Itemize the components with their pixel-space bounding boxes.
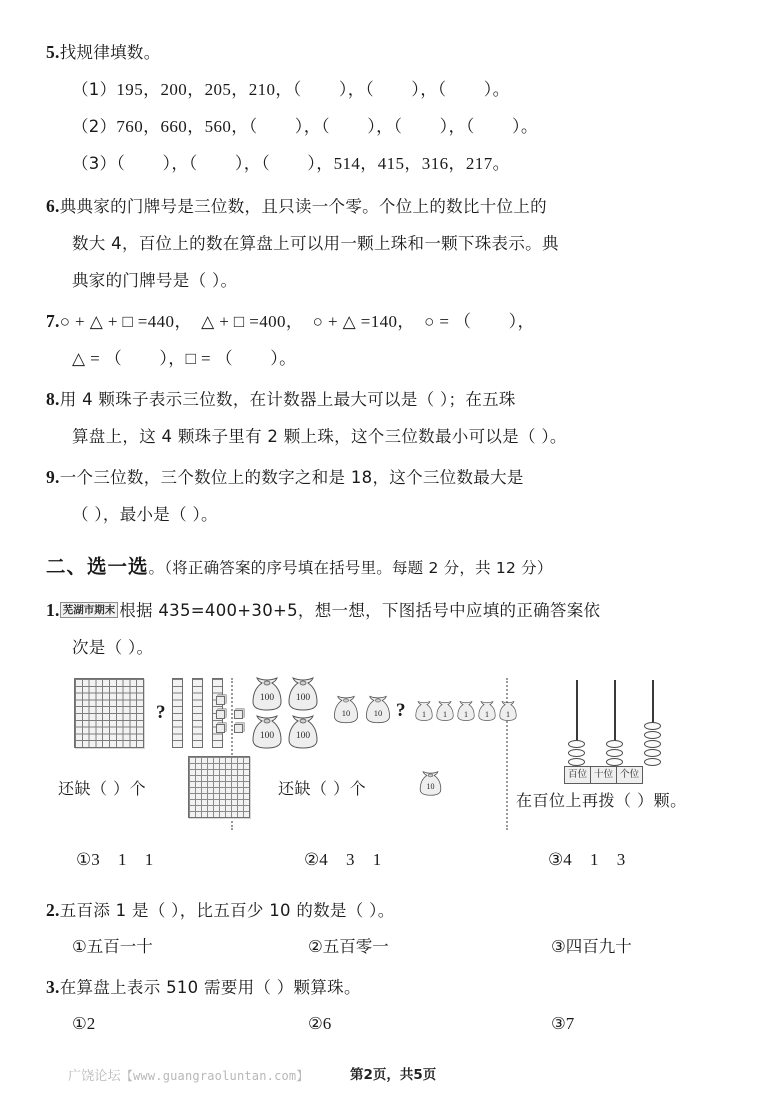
- q2-option-1-text: 五百一十: [86, 937, 153, 956]
- counter-place-labels: [564, 766, 643, 784]
- question-5-line-1-text: 195，200，205，210，（ ），（ ），（ ）。: [116, 80, 511, 99]
- counter-bead-hundreds: [568, 740, 585, 748]
- option-2[interactable]: [304, 850, 388, 870]
- hundred-flat-icon-answer: [188, 756, 250, 818]
- money-bag-100-label: 100: [295, 731, 311, 741]
- q2-option-2[interactable]: [308, 929, 389, 965]
- panel-3-caption: 在百位上再拨（ ）颗。: [516, 791, 687, 810]
- money-bag-100-icon: [250, 714, 284, 750]
- question-7-line-2: △ = （ ），□ = （ ）。: [72, 349, 297, 368]
- money-bag-10-icon: [332, 694, 360, 725]
- unit-cube-icon: [234, 710, 243, 719]
- question-6-line-3: 典家的门牌号是（ ）。: [72, 271, 238, 290]
- question-8-line-2-row: [46, 418, 740, 455]
- choice-question-3: [46, 969, 740, 1006]
- unit-cube-icon: [216, 724, 225, 733]
- question-9-line-2-row: [46, 496, 740, 533]
- choice-question-3-options: [46, 1006, 740, 1042]
- question-5-stem: 找规律填数。: [59, 43, 161, 62]
- question-5-line-1-label: （1）: [72, 80, 117, 99]
- panel-1-caption: 还缺（ ）个: [58, 779, 147, 798]
- counter-post-tens: [614, 680, 616, 746]
- q2-option-1-marker: ①: [72, 937, 87, 956]
- option-2-digits: 4 3 1: [319, 850, 389, 869]
- section-two-period: 。: [148, 559, 165, 577]
- question-8: [46, 381, 740, 418]
- counter-bead-hundreds: [568, 749, 585, 757]
- option-1[interactable]: [76, 850, 160, 870]
- money-bag-100-label: 100: [295, 693, 311, 703]
- counter-icon: [562, 680, 682, 784]
- question-6: [46, 188, 740, 225]
- unit-cube-icon: [216, 710, 225, 719]
- q3-option-2[interactable]: [308, 1006, 332, 1042]
- question-mark-1: ?: [156, 702, 166, 723]
- money-bag-100-label: 100: [259, 731, 275, 741]
- question-5-line-3: [46, 145, 740, 182]
- choice-question-1-stem-line-1: 根据 435=400+30+5，想一想，下图括号中应填的正确答案依: [119, 601, 601, 620]
- question-8-line-2: 算盘上，这 4 颗珠子里有 2 颗上珠，这个三位数最小可以是（ ）。: [72, 427, 567, 446]
- counter-bead-tens: [606, 758, 623, 766]
- choice-question-2: [46, 892, 740, 929]
- q3-option-1-marker: ①: [72, 1014, 87, 1033]
- money-bag-1-label: 1: [422, 710, 426, 719]
- panel-2-caption: 还缺（ ）个: [278, 779, 367, 798]
- counter-bead-tens: [606, 740, 623, 748]
- counter-bead-ones: [644, 749, 661, 757]
- place-label-ones: 个位: [620, 769, 640, 780]
- question-9-line-2: （ ），最小是（ ）。: [72, 505, 218, 524]
- money-bag-100-label: 100: [259, 693, 275, 703]
- counter-bead-ones: [644, 731, 661, 739]
- question-6-line-1: 典典家的门牌号是三位数，且只读一个零。个位上的数比十位上的: [59, 197, 547, 216]
- choice-question-2-number: 2.: [46, 900, 60, 920]
- option-1-marker: ①: [76, 850, 92, 870]
- option-1-digits: 3 1 1: [91, 850, 161, 869]
- question-5-line-1: [46, 71, 740, 108]
- money-bag-1-label: 1: [506, 710, 510, 719]
- question-9: [46, 459, 740, 496]
- question-7-line-1: ○ + △ + □ =440， △ + □ =400， ○ + △ =140， ○ = （ ），: [59, 312, 535, 331]
- question-5-number: 5.: [46, 42, 60, 62]
- choice-question-1-stem-line-2: 次是（ ）。: [72, 638, 154, 657]
- q2-option-1[interactable]: [72, 929, 153, 965]
- money-bag-1-icon: [498, 698, 518, 724]
- page-footer: [0, 1055, 780, 1095]
- q3-option-2-text: 6: [322, 1014, 332, 1033]
- q3-option-2-marker: ②: [308, 1014, 323, 1033]
- question-7: [46, 303, 740, 340]
- q2-option-2-marker: ②: [308, 937, 323, 956]
- question-1-diagram: [46, 676, 740, 848]
- money-bag-100-icon: [250, 676, 284, 712]
- watermark-url: 【www.guangraoluntan.com】: [120, 1069, 309, 1083]
- q3-option-3[interactable]: [551, 1006, 575, 1042]
- q2-option-3[interactable]: [551, 929, 632, 965]
- question-6-line-3-row: [46, 262, 740, 299]
- money-bag-1-label: 1: [464, 710, 468, 719]
- panel-place-value-counter: [516, 676, 739, 818]
- panel-base-ten-blocks: [58, 676, 230, 826]
- choice-question-1-options: [46, 850, 740, 884]
- option-2-marker: ②: [304, 850, 320, 870]
- unit-cube-icon: [216, 696, 225, 705]
- money-bag-100-icon: [286, 676, 320, 712]
- choice-question-1-stem-line-2-row: [46, 629, 740, 666]
- question-6-line-2: 数大 4，百位上的数在算盘上可以用一颗上珠和一颗下珠表示。典: [72, 234, 559, 253]
- hundred-flat-icon: [74, 678, 144, 748]
- q3-option-3-marker: ③: [551, 1014, 566, 1033]
- choice-question-1-number: 1.: [46, 600, 60, 620]
- money-bag-1-icon: [414, 698, 434, 724]
- money-bag-10-icon-answer: [418, 770, 443, 797]
- question-mark-2: ?: [396, 700, 406, 721]
- counter-bead-hundreds: [568, 758, 585, 766]
- money-bag-100-icon: [286, 714, 320, 750]
- place-label-hundreds: 百位: [565, 767, 591, 783]
- option-3-marker: ③: [548, 850, 564, 870]
- watermark-site-name: 广饶论坛: [68, 1069, 121, 1084]
- choice-question-2-options: [46, 929, 740, 965]
- q2-option-2-text: 五百零一: [322, 937, 389, 956]
- unit-cube-icon: [234, 724, 243, 733]
- section-two-title: 二、选一选: [46, 555, 149, 578]
- page-indicator: 第2页，共5页: [350, 1067, 437, 1083]
- choice-question-2-stem: 五百添 1 是（ ），比五百少 10 的数是（ ）。: [59, 901, 395, 920]
- q3-option-1[interactable]: [72, 1006, 96, 1042]
- option-3[interactable]: [548, 850, 632, 870]
- q2-option-3-marker: ③: [551, 937, 566, 956]
- section-two-instruction: （将正确答案的序号填在括号里。每题 2 分，共 12 分）: [164, 559, 553, 577]
- money-bag-10-icon: [364, 694, 392, 725]
- choice-question-1: [46, 592, 740, 629]
- panel-money-bags: [246, 676, 510, 818]
- question-9-line-1: 一个三位数，三个数位上的数字之和是 18，这个三位数最大是: [59, 468, 524, 487]
- choice-question-3-number: 3.: [46, 977, 60, 997]
- question-6-number: 6.: [46, 196, 60, 216]
- question-9-number: 9.: [46, 467, 60, 487]
- question-5-line-2: [46, 108, 740, 145]
- money-bag-1-label: 1: [443, 710, 447, 719]
- q3-option-1-text: 2: [86, 1014, 96, 1033]
- bags-1-group: [414, 698, 518, 724]
- money-bag-1-icon: [435, 698, 455, 724]
- money-bag-1-icon: [456, 698, 476, 724]
- money-bag-10-label: 10: [373, 708, 383, 718]
- counter-bead-ones: [644, 758, 661, 766]
- bags-100-group: [250, 676, 320, 750]
- counter-bead-tens: [606, 749, 623, 757]
- site-watermark: [68, 1065, 309, 1084]
- counter-post-hundreds: [576, 680, 578, 746]
- unit-cubes-group: [216, 696, 246, 733]
- question-8-number: 8.: [46, 389, 60, 409]
- ten-rod-icon: [172, 678, 183, 748]
- bags-10-group: [332, 694, 392, 725]
- question-5-line-2-text: 760，660，560，（ ），（ ），（ ），（ ）。: [116, 117, 539, 136]
- counter-bead-ones: [644, 722, 661, 730]
- counter-bead-ones: [644, 740, 661, 748]
- option-3-digits: 4 1 3: [563, 850, 633, 869]
- q3-option-3-text: 7: [565, 1014, 575, 1033]
- question-7-line-2-row: [46, 340, 740, 377]
- money-bag-10-label: 10: [341, 708, 351, 718]
- ten-rod-icon: [192, 678, 203, 748]
- money-bag-1-icon: [477, 698, 497, 724]
- money-bag-1-label: 1: [485, 710, 489, 719]
- choice-question-3-stem: 在算盘上表示 510 需要用（ ）颗算珠。: [59, 978, 361, 997]
- question-5-line-3-text: （ ），（ ），（ ），514，415，316，217。: [116, 154, 511, 173]
- question-6-line-2-row: [46, 225, 740, 262]
- section-two-heading: [46, 547, 740, 588]
- question-5: [46, 34, 740, 71]
- question-7-number-value: 7.: [46, 311, 60, 331]
- place-label-tens: 十位: [591, 767, 617, 783]
- question-8-line-1: 用 4 颗珠子表示三位数，在计数器上最大可以是（ ）；在五珠: [59, 390, 516, 409]
- question-5-line-3-label: （3）: [72, 154, 117, 173]
- q2-option-3-text: 四百九十: [565, 937, 632, 956]
- exam-source-badge: 芜湖市期末: [60, 602, 119, 618]
- question-5-line-2-label: （2）: [72, 117, 117, 136]
- money-bag-10-label: 10: [426, 782, 435, 791]
